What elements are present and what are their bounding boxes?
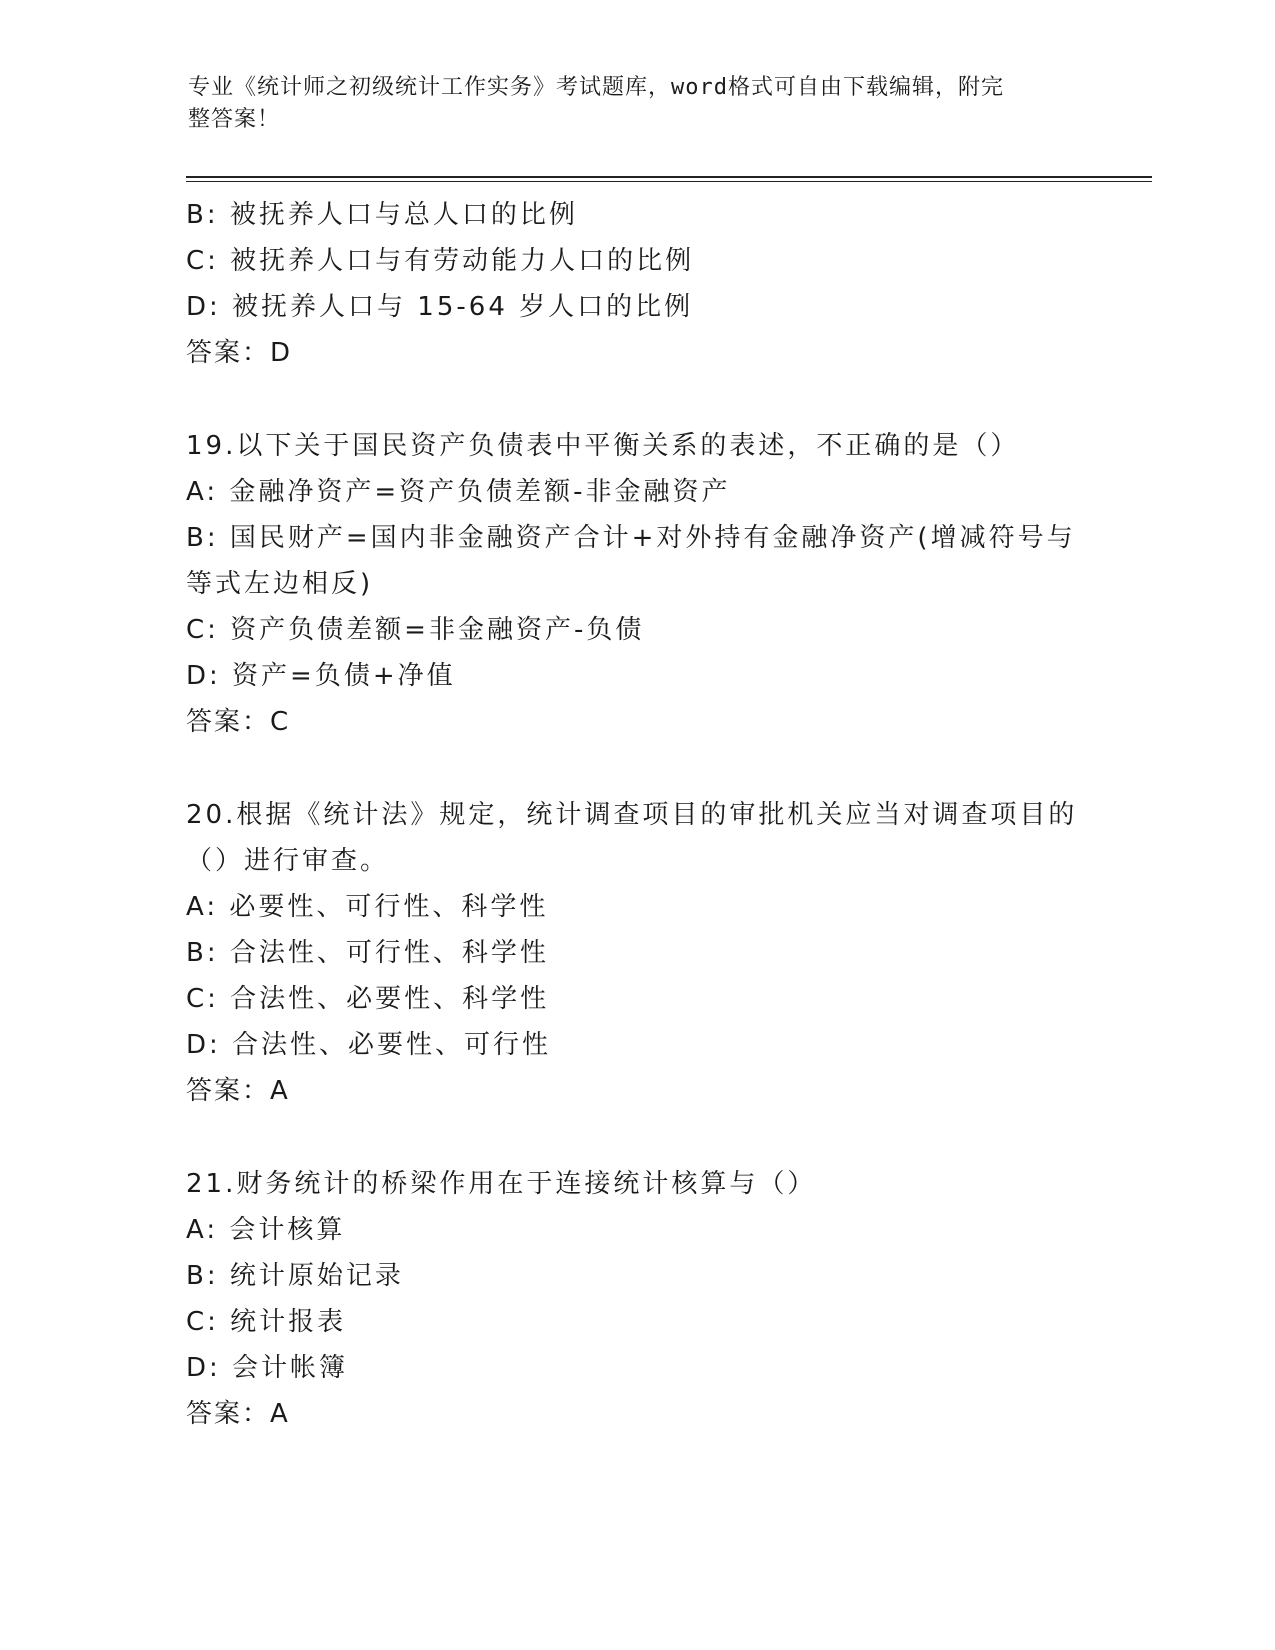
answer: 答案：D <box>186 338 293 368</box>
option-a: A: 金融净资产=资产负债差额-非金融资产 <box>186 477 731 507</box>
answer: 答案：A <box>186 1399 290 1429</box>
option-b: B: 被抚养人口与总人口的比例 <box>186 200 578 230</box>
question-list <box>186 192 1086 1437</box>
option-a: A: 会计核算 <box>186 1215 346 1245</box>
question-stem: 19.以下关于国民资产负债表中平衡关系的表述，不正确的是（） <box>186 431 1020 461</box>
option-c: C: 资产负债差额=非金融资产-负债 <box>186 615 645 645</box>
option-b-line-2: 等式左边相反) <box>186 569 374 599</box>
option-b-line-1: B: 国民财产=国内非金融资产合计+对外持有金融净资产(增减符号与 <box>186 523 1076 553</box>
question-stem-line-1: 20.根据《统计法》规定，统计调查项目的审批机关应当对调查项目的 <box>186 800 1078 830</box>
question-stem-line-2: （）进行审查。 <box>186 846 390 876</box>
option-d: D: 资产=负债+净值 <box>186 661 456 691</box>
option-c: C: 被抚养人口与有劳动能力人口的比例 <box>186 246 695 276</box>
document-header <box>188 72 1088 136</box>
header-line-2: 整答案！ <box>188 107 281 132</box>
option-c: C: 统计报表 <box>186 1307 347 1337</box>
option-b: B: 合法性、可行性、科学性 <box>186 938 549 968</box>
option-b: B: 统计原始记录 <box>186 1261 404 1291</box>
option-a: A: 必要性、可行性、科学性 <box>186 892 549 922</box>
question-18 <box>186 192 1086 376</box>
header-divider-thin <box>186 181 1152 182</box>
option-d: D: 会计帐簿 <box>186 1353 349 1383</box>
header-line-1: 专业《统计师之初级统计工作实务》考试题库，word格式可自由下载编辑，附完 <box>188 75 1004 100</box>
question-stem: 21.财务统计的桥梁作用在于连接统计核算与（） <box>186 1169 817 1199</box>
question-21 <box>186 1161 1086 1437</box>
answer: 答案：C <box>186 707 291 737</box>
option-c: C: 合法性、必要性、科学性 <box>186 984 550 1014</box>
answer: 答案：A <box>186 1076 290 1106</box>
option-d: D: 被抚养人口与 15-64 岁人口的比例 <box>186 292 694 322</box>
option-d: D: 合法性、必要性、可行性 <box>186 1030 552 1060</box>
question-19 <box>186 423 1086 745</box>
header-divider-thick <box>186 176 1152 178</box>
question-20 <box>186 792 1086 1114</box>
